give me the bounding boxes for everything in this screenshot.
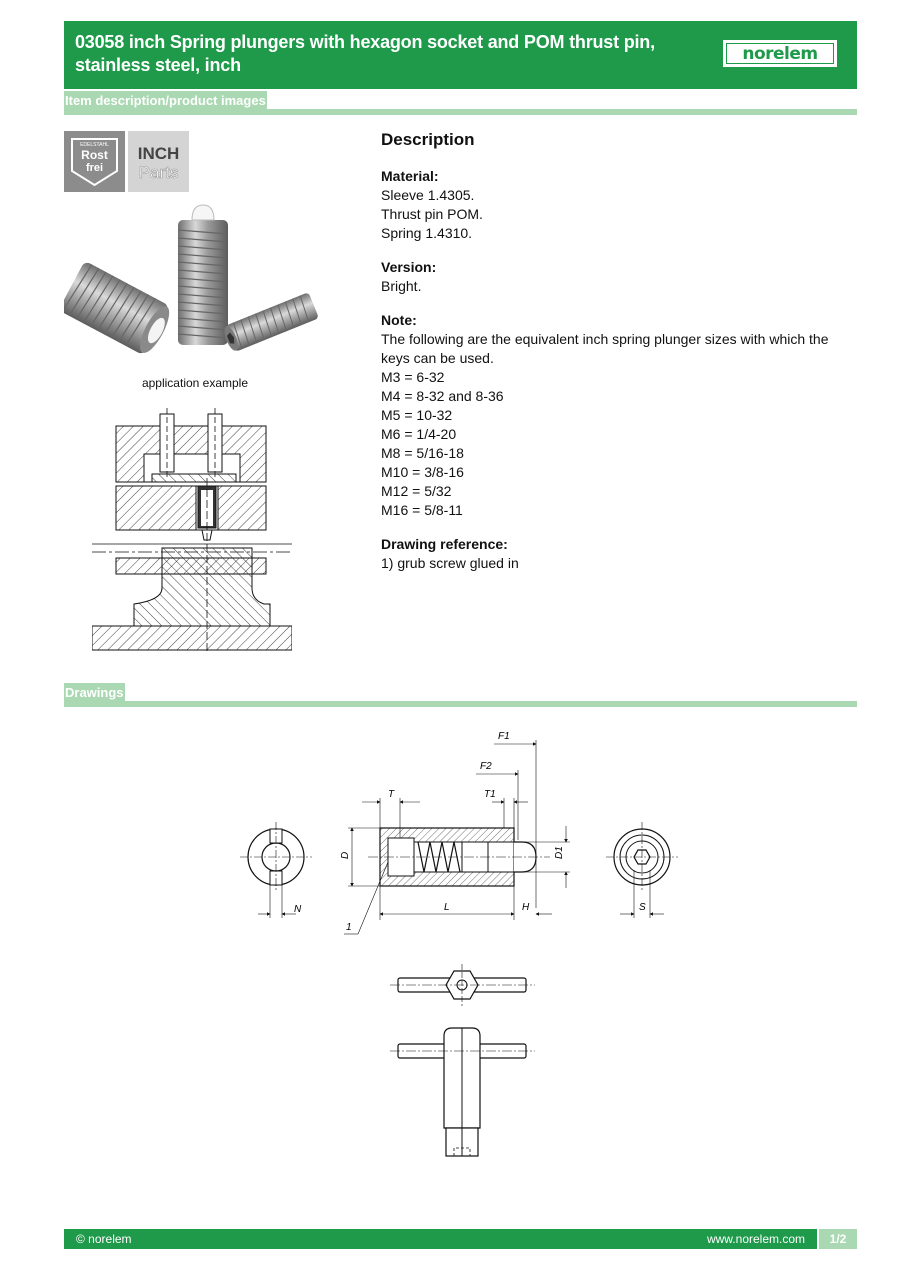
- drawing-reference-text: 1) grub screw glued in: [381, 555, 519, 571]
- size-line: M6 = 1/4-20: [381, 426, 457, 442]
- material-line: Thrust pin POM.: [381, 206, 483, 222]
- note-text: The following are the equivalent inch spring plunger sizes with which the keys can be used.: [381, 331, 829, 366]
- page-header: [64, 21, 857, 89]
- version-label: Version:: [381, 259, 437, 275]
- dim-label-d1: D1: [554, 846, 565, 859]
- drawing-reference-block: [381, 535, 851, 573]
- drawing-reference-label: Drawing reference:: [381, 536, 508, 552]
- dim-label-f1: F1: [498, 731, 510, 742]
- inch-parts-badge: [128, 131, 189, 192]
- dim-label-n: N: [294, 904, 302, 915]
- section-bar-drawings: [64, 701, 857, 707]
- inch-text: INCH: [137, 144, 180, 163]
- material-label: Material:: [381, 168, 439, 184]
- dim-label-s: S: [639, 902, 646, 913]
- key-drawing: [390, 960, 535, 1160]
- parts-text: Parts: [138, 163, 179, 182]
- dim-label-d: D: [340, 851, 351, 859]
- note-label: Note:: [381, 312, 417, 328]
- size-line: M16 = 5/8-11: [381, 502, 463, 518]
- version-text: Bright.: [381, 278, 422, 294]
- page-title: 03058 inch Spring plungers with hexagon socket and POM thrust pin, stainless steel, inch: [75, 32, 655, 75]
- application-example-caption: application example: [141, 376, 249, 390]
- version-block: [381, 258, 851, 296]
- section-label-item-description: Item description/product images: [64, 91, 267, 111]
- dim-label-h: H: [522, 902, 530, 913]
- size-line: M5 = 10-32: [381, 407, 453, 423]
- note-block: [381, 311, 851, 520]
- material-line: Sleeve 1.4305.: [381, 187, 475, 203]
- product-photo: [64, 200, 326, 370]
- size-line: M4 = 8-32 and 8-36: [381, 388, 504, 404]
- size-line: M12 = 5/32: [381, 483, 452, 499]
- rostfrei-text-2: frei: [85, 162, 104, 174]
- dim-label-t1: T1: [484, 789, 496, 800]
- rostfrei-top-text: EDELSTAHL: [80, 142, 109, 148]
- callout-1: 1: [346, 922, 352, 933]
- rostfrei-text-1: Rost: [81, 148, 108, 162]
- size-line: M8 = 5/16-18: [381, 445, 464, 461]
- footer-website-link[interactable]: www.norelem.com: [706, 1232, 805, 1246]
- rostfrei-badge: [64, 131, 125, 192]
- size-line: M3 = 6-32: [381, 369, 445, 385]
- technical-drawing: [240, 730, 680, 940]
- norelem-logo: [723, 40, 837, 67]
- material-block: [381, 167, 851, 243]
- page-footer: [64, 1229, 857, 1249]
- size-line: M10 = 3/8-16: [381, 464, 464, 480]
- logo-text: norelem: [742, 43, 818, 64]
- dim-label-f2: F2: [480, 761, 492, 772]
- section-label-drawings: Drawings: [64, 683, 125, 703]
- page-number: 1/2: [817, 1229, 857, 1249]
- footer-copyright: © norelem: [76, 1232, 132, 1246]
- description-heading: Description: [381, 130, 475, 149]
- application-example-drawing: [92, 398, 292, 654]
- dim-label-l: L: [444, 902, 450, 913]
- description-panel: [381, 130, 851, 588]
- dim-label-t: T: [388, 789, 395, 800]
- material-line: Spring 1.4310.: [381, 225, 473, 241]
